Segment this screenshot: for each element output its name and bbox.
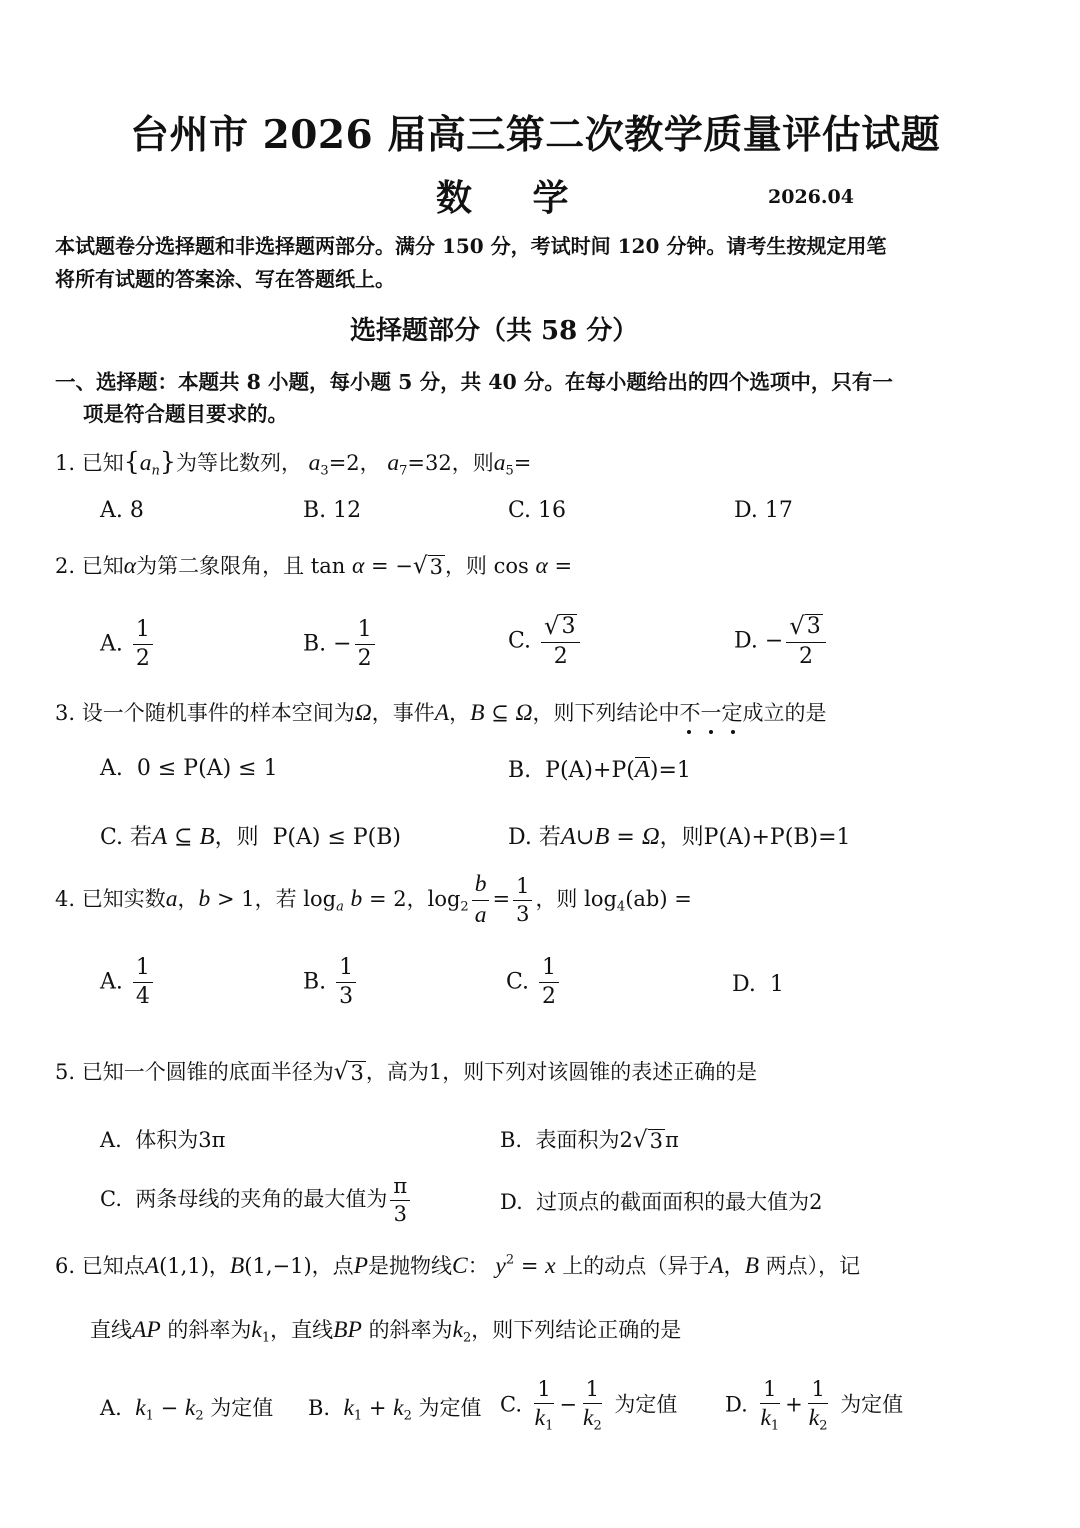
section-title: 选择题部分（共 58 分）: [350, 316, 639, 346]
exam-title: 台州市 2026 届高三第二次教学质量评估试题: [130, 112, 941, 158]
part1-instruction-2: 项是符合题目要求的。: [83, 402, 288, 426]
intro-line-2: 将所有试题的答案涂、写在答题纸上。: [55, 267, 395, 291]
q2-option-c[interactable]: C. √ 3 2: [508, 614, 583, 669]
q6-option-d[interactable]: D. $\frac{1}{k_1}$ + $\frac{1}{k_2}$ 为定值: [725, 1377, 904, 1434]
q2-text-5: =: [554, 554, 573, 578]
q2-text-4: ，则 cos: [444, 554, 529, 578]
q5-option-c[interactable]: C. 两条母线的夹角的最大值为 $\frac{\pi}{3}$: [100, 1175, 413, 1226]
q3-text-f: 成立的是: [742, 701, 827, 725]
q2-option-a[interactable]: A. $\frac{1}{2}$: [100, 618, 156, 671]
q5-option-a[interactable]: A. 体积为3π: [100, 1128, 226, 1152]
q3-option-c[interactable]: C. 若A ⊆ B，则 P(A) ≤ P(B): [100, 823, 402, 850]
q4-option-d[interactable]: D. 1: [732, 972, 784, 997]
q4-text-2: ，: [177, 886, 199, 911]
q4-option-b[interactable]: B. $\frac{1}{3}$: [303, 956, 359, 1009]
q3-number: 3.: [55, 701, 76, 725]
q4-text-4: = 2，log: [368, 886, 461, 911]
question-2-stem: 2. 已知α为第二象限角，且 tan α = − √ 3 ，则 cos α =: [55, 553, 573, 579]
question-3-stem: 3. 设一个随机事件的样本空间为Ω，事件A，B ⊆ Ω，则下列结论中不一定 成立的是: [55, 697, 826, 727]
question-5-stem: 5. 已知一个圆锥的底面半径为 √ 3 ，高为1，则下列对该圆锥的表述正确的是: [55, 1059, 758, 1085]
q6-option-a[interactable]: A. $k_1 - k_2$ 为定值: [100, 1395, 274, 1424]
subject-title: 数 学: [436, 177, 593, 219]
q1-text-3: =2，: [328, 451, 381, 475]
q1-option-d[interactable]: D. 17: [734, 498, 793, 523]
question-6-stem-line-1: 6. 已知点A(1,1)，B(1,−1)，点P是抛物线C： $y^2 = x$ 上的动点（异于A，B 两点），记: [55, 1252, 861, 1279]
q1-text-1: 已知: [81, 451, 124, 475]
q6-option-c[interactable]: C. $\frac{1}{k_1}$ − $\frac{1}{k_2}$ 为定值: [500, 1377, 678, 1434]
q4-text-6: (ab) =: [625, 886, 692, 911]
q1-option-a[interactable]: A. 8: [100, 498, 144, 523]
q4-text-1: 已知实数: [81, 886, 166, 911]
q5-text-1: 已知一个圆锥的底面半径为: [81, 1060, 334, 1084]
q3-text-a: 设一个随机事件的样本空间为: [81, 701, 355, 725]
question-6-stem-line-2: 直线AP 的斜率为$k_1$，直线BP 的斜率为$k_2$，则下列结论正确的是: [90, 1317, 682, 1346]
q2-option-d[interactable]: D. − √ 3 2: [734, 614, 829, 669]
q1-text-5: =: [513, 451, 532, 475]
q4-text-5: ，则 log: [535, 886, 617, 911]
q3-text-b: ，事件: [371, 701, 435, 725]
q5-option-d[interactable]: D. 过顶点的截面面积的最大值为2: [500, 1190, 823, 1214]
q2-text-1: 已知: [81, 554, 124, 578]
q4-option-c[interactable]: C. $\frac{1}{2}$: [506, 956, 562, 1009]
q2-text-3: = −: [370, 554, 413, 578]
question-4-stem: 4. 已知实数a，b > 1，若 $\log_a b = 2$，$\log_2$ $\frac{b}{a}$ = $\frac{1}{3}$ ，则 $\log_4(ab)$ =: [55, 871, 692, 928]
q2-text-2: 为第二象限角，且 tan: [136, 554, 346, 578]
q3-option-d[interactable]: D. 若A∪B = Ω，则P(A)+P(B)=1: [508, 823, 851, 850]
q5-number: 5.: [55, 1060, 76, 1084]
q3-emphasis: 不一定: [679, 701, 742, 725]
q1-option-b[interactable]: B. 12: [303, 498, 362, 523]
q3-option-a[interactable]: A. 0 ≤ P(A) ≤ 1: [100, 756, 278, 781]
q2-number: 2.: [55, 554, 76, 578]
q2-option-b[interactable]: B. − $\frac{1}{2}$: [303, 618, 378, 671]
q3-text-d: ，则下列结论中: [532, 701, 680, 725]
q6-option-b[interactable]: B. $k_1 + k_2$ 为定值: [308, 1395, 482, 1424]
q5-option-b[interactable]: B. 表面积为2 √ 3 π: [500, 1127, 679, 1153]
q1-text-2: 为等比数列，: [175, 451, 302, 475]
intro-line-1: 本试题卷分选择题和非选择题两部分。满分 150 分，考试时间 120 分钟。请考生按规定用笔: [55, 234, 887, 258]
q6-number: 6.: [55, 1254, 76, 1278]
q1-text-4: =32，则: [407, 451, 494, 475]
question-1-stem: 1. 已知$\{a_n\}$为等比数列， $a_3=2$， $a_7=32$，则$a_5=$: [55, 447, 532, 479]
q4-option-a[interactable]: A. $\frac{1}{4}$: [100, 956, 156, 1009]
part1-instruction-1: 一、选择题：本题共 8 小题，每小题 5 分，共 40 分。在每小题给出的四个选项中，只有一: [55, 370, 893, 394]
q5-text-2: ，高为1，则下列对该圆锥的表述正确的是: [365, 1060, 758, 1084]
q3-text-c: ，: [449, 701, 471, 725]
q4-number: 4.: [55, 886, 76, 911]
exam-date: 2026.04: [768, 186, 854, 208]
q1-number: 1.: [55, 451, 76, 475]
q4-text-3: > 1，若 log: [216, 886, 337, 911]
q1-option-c[interactable]: C. 16: [508, 498, 567, 523]
q3-option-b[interactable]: B. P(A)+P(A)=1: [508, 756, 691, 783]
